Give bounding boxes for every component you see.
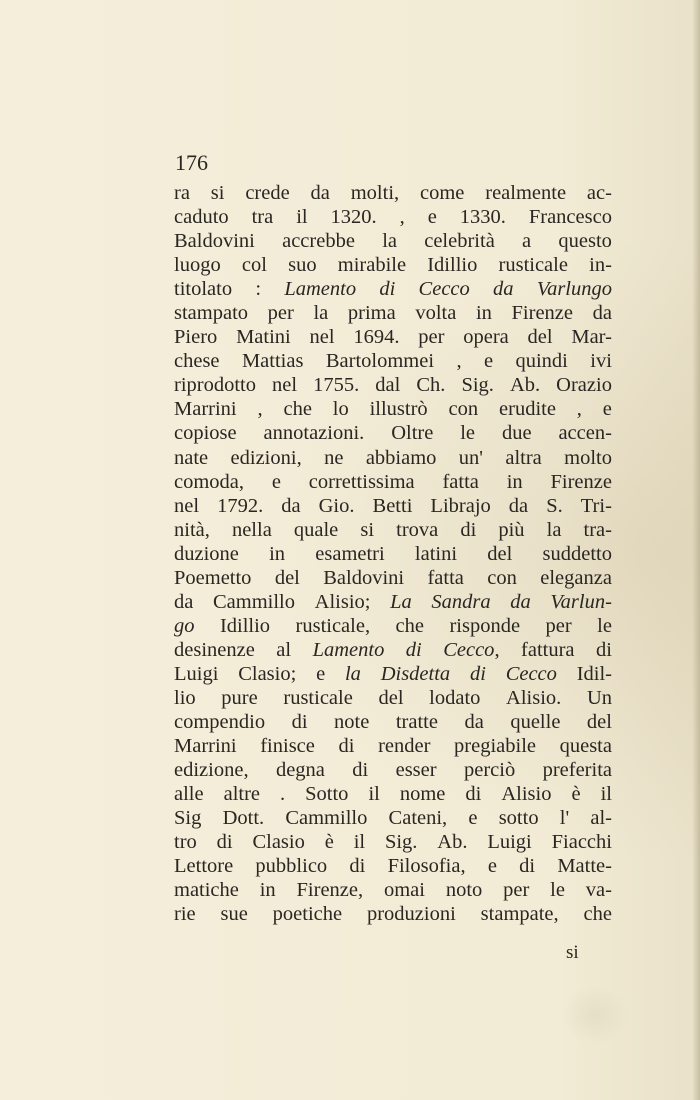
word: di <box>216 831 233 854</box>
word: altre <box>223 783 261 806</box>
word: sue <box>220 903 248 926</box>
word: per <box>503 879 530 902</box>
word: Librajo <box>430 494 491 517</box>
word: da <box>310 182 330 204</box>
word: Ab. <box>509 374 541 397</box>
word: fattura <box>521 638 575 661</box>
word: è <box>324 831 334 854</box>
word: in <box>259 879 276 902</box>
catchword: si <box>566 942 579 963</box>
word: come <box>420 182 465 204</box>
word: edizioni, <box>230 446 302 469</box>
word: e <box>316 662 326 685</box>
word: Cecco <box>418 278 470 301</box>
word: Cecco <box>505 662 557 685</box>
word: stampato <box>174 302 249 325</box>
word: due <box>501 422 532 445</box>
text-line <box>174 181 612 205</box>
word: Francesco <box>528 206 612 229</box>
word: degna <box>275 759 325 782</box>
word: Marrini <box>174 398 237 421</box>
word: erudite <box>499 398 556 421</box>
word: Orazio <box>556 374 612 397</box>
word: note <box>334 711 370 734</box>
word: ne <box>324 446 344 469</box>
word: nità, <box>174 518 210 541</box>
word: La <box>390 590 412 613</box>
word: l' <box>559 807 570 830</box>
word: Marrini <box>174 735 237 758</box>
word: suddetto <box>542 542 612 565</box>
text-line <box>174 277 612 301</box>
text-line <box>174 253 612 277</box>
word: fatta <box>442 470 479 493</box>
word: Sotto <box>305 783 349 806</box>
word: volta <box>415 302 457 325</box>
text-line <box>174 373 612 397</box>
word: per <box>545 614 572 637</box>
word: trova <box>396 518 439 541</box>
word: 1792. <box>217 494 264 517</box>
word: Fiacchi <box>551 831 612 854</box>
word: Ch. <box>416 374 446 397</box>
word: nel <box>272 374 298 397</box>
word: 1320. <box>330 206 377 229</box>
word: questa <box>559 735 612 758</box>
word: Clasio <box>252 831 305 854</box>
word: Cecco, <box>443 638 500 661</box>
word: quelle <box>510 711 561 734</box>
text-line <box>174 614 612 638</box>
word: Mattias <box>241 350 304 373</box>
text-line <box>174 782 612 806</box>
word: Luigi <box>174 662 219 685</box>
word: si <box>360 518 375 541</box>
word: S. <box>546 494 563 517</box>
word: Firenze <box>550 470 612 493</box>
word: Luigi <box>487 831 532 854</box>
word: di <box>469 662 486 685</box>
word: Cateni, <box>388 807 448 830</box>
word: nel <box>174 494 200 517</box>
word: di <box>379 278 396 301</box>
text-line <box>174 854 612 878</box>
word: tra- <box>583 518 612 541</box>
word: Dott. <box>222 807 265 830</box>
word: Matini <box>236 326 291 349</box>
word: al <box>276 638 292 661</box>
word: e <box>427 206 437 229</box>
word: Alisio; <box>314 590 371 613</box>
word: in- <box>589 254 612 277</box>
word: , <box>399 206 405 229</box>
word: da <box>508 494 529 517</box>
word: suo <box>288 254 317 277</box>
word: per <box>418 326 445 349</box>
word: lio <box>174 686 196 709</box>
word: del <box>378 686 404 709</box>
word: con <box>448 398 479 421</box>
word: Varlun- <box>550 590 612 613</box>
word: di <box>596 638 612 661</box>
word: celebrità <box>424 230 495 253</box>
text-line <box>174 662 612 686</box>
word: le <box>550 879 565 902</box>
word: del <box>274 566 300 589</box>
word: chese <box>174 350 220 373</box>
word: Varlungo <box>536 278 612 301</box>
page-number: 176 <box>175 150 208 175</box>
word: pubblico <box>255 855 328 878</box>
word: tro <box>174 831 197 854</box>
word: che <box>583 903 612 926</box>
word: ivi <box>590 350 612 373</box>
word: illustrò <box>369 398 428 421</box>
word: perciò <box>463 759 516 782</box>
word: Firenze <box>511 302 574 325</box>
word: duzione <box>174 542 239 565</box>
word: Baldovini <box>323 566 405 589</box>
word: e <box>602 398 612 421</box>
text-line <box>174 638 612 662</box>
word: di <box>349 855 366 878</box>
word: e <box>468 807 478 830</box>
word: da <box>510 590 531 613</box>
word: Firenze, <box>296 879 364 902</box>
word: sotto <box>498 807 539 830</box>
word: più <box>498 518 525 541</box>
word: questo <box>558 230 612 253</box>
word: luogo <box>174 254 221 277</box>
word: al- <box>590 807 612 830</box>
word: 1694. <box>353 326 400 349</box>
word: prima <box>347 302 396 325</box>
text-line <box>174 902 612 926</box>
word: il <box>368 783 380 806</box>
word: Idil- <box>576 662 612 685</box>
text-line <box>174 878 612 902</box>
word: da <box>281 494 301 517</box>
word: poetiche <box>272 903 343 926</box>
word: per <box>267 302 294 325</box>
word: realmente <box>485 182 567 204</box>
word: opera <box>463 326 509 349</box>
word: del <box>487 542 513 565</box>
word: esametri <box>315 542 385 565</box>
word: molto <box>564 446 612 469</box>
word: va- <box>585 879 612 902</box>
word: che <box>283 398 312 421</box>
word: mirabile <box>337 254 407 277</box>
word: Disdetta <box>380 662 451 685</box>
word: annotazioni. <box>263 422 365 445</box>
text-line <box>174 397 612 421</box>
word: titolato <box>174 278 233 301</box>
word: da <box>464 711 484 734</box>
text-line <box>174 229 612 253</box>
word: Betti <box>372 494 413 517</box>
word: Baldovini <box>174 230 255 253</box>
word: Sandra <box>431 590 491 613</box>
word: a <box>522 230 532 253</box>
text-line <box>174 566 612 590</box>
word: Cammillo <box>213 590 295 613</box>
word: la <box>344 662 361 685</box>
word: risponde <box>449 614 521 637</box>
text-line <box>174 518 612 542</box>
word: nella <box>231 518 272 541</box>
word: Clasio; <box>238 662 297 685</box>
word: Alisio <box>501 783 552 806</box>
word: alle <box>174 783 204 806</box>
word: esser <box>395 759 437 782</box>
word: accrebbe <box>282 230 355 253</box>
word: render <box>378 735 431 758</box>
word: un' <box>458 446 483 469</box>
word: correttissima <box>308 470 415 493</box>
word: di <box>519 855 536 878</box>
text-line <box>174 734 612 758</box>
word: rusticale, <box>295 614 371 637</box>
word: produzioni <box>366 903 456 926</box>
text-line <box>174 806 612 830</box>
word: il <box>600 783 612 806</box>
word: del <box>527 326 553 349</box>
word: fatta <box>427 566 464 589</box>
word: pregiabile <box>454 735 536 758</box>
word: Idillio <box>427 254 478 277</box>
text-line <box>174 830 612 854</box>
word: tratte <box>395 711 438 734</box>
word: si <box>210 182 225 204</box>
word: da <box>174 590 194 613</box>
word: di <box>465 783 482 806</box>
word: . <box>280 783 286 806</box>
word: preferita <box>542 759 612 782</box>
word: è <box>571 783 581 806</box>
word: finisce <box>260 735 315 758</box>
text-line <box>174 325 612 349</box>
word: molti, <box>350 182 400 204</box>
word: di <box>338 735 355 758</box>
word: nel <box>309 326 335 349</box>
word: altra <box>505 446 542 469</box>
word: compendio <box>174 711 266 734</box>
word: e <box>483 350 494 373</box>
word: Oltre <box>391 422 434 445</box>
word: ra <box>174 182 190 204</box>
word: e <box>271 470 281 493</box>
word: lo <box>332 398 349 421</box>
text-line <box>174 590 612 614</box>
word: : <box>255 278 262 301</box>
word: le <box>460 422 476 445</box>
word: rie <box>174 903 196 926</box>
word: Gio. <box>318 494 355 517</box>
word: Poemetto <box>174 566 252 589</box>
paper-stain <box>560 985 630 1045</box>
word: la <box>546 518 562 541</box>
word: il <box>353 831 366 854</box>
word: Ab. <box>437 831 468 854</box>
word: la <box>382 230 397 253</box>
word: e <box>487 855 497 878</box>
word: nome <box>399 783 446 806</box>
word: la <box>313 302 329 325</box>
word: Matte- <box>557 855 612 878</box>
word: noto <box>445 879 483 902</box>
word: da <box>592 302 612 325</box>
word: che <box>395 614 424 637</box>
word: con <box>487 566 517 589</box>
word: 1755. <box>313 374 360 397</box>
word: latini <box>414 542 458 565</box>
word: in <box>269 542 286 565</box>
word: Filosofia, <box>387 855 466 878</box>
text-line <box>174 421 612 445</box>
text-line <box>174 710 612 734</box>
word: col <box>241 254 267 277</box>
word: Idillio <box>219 614 271 637</box>
word: di <box>405 638 422 661</box>
word: comoda, <box>174 470 245 493</box>
word: desinenze <box>174 638 255 661</box>
word: go <box>174 614 195 637</box>
text-line <box>174 494 612 518</box>
word: pure <box>221 686 258 709</box>
word: eleganza <box>540 566 612 589</box>
word: Lettore <box>174 855 234 878</box>
word: abbiamo <box>365 446 437 469</box>
text-line <box>174 542 612 566</box>
word: di <box>352 759 369 782</box>
word: , <box>257 398 263 421</box>
word: Mar- <box>571 326 612 349</box>
page-edge-shadow <box>692 0 700 1100</box>
word: copiose <box>174 422 237 445</box>
word: Piero <box>174 326 218 349</box>
word: Lamento <box>312 638 385 661</box>
word: in <box>475 302 492 325</box>
word: crede <box>245 182 290 204</box>
word: in <box>506 470 523 493</box>
word: rusticale <box>498 254 568 277</box>
word: riprodotto <box>174 374 256 397</box>
word: edizione, <box>174 759 249 782</box>
word: Sig. <box>384 831 418 854</box>
word: stampate, <box>480 903 559 926</box>
word: di <box>460 518 477 541</box>
word: Bartolommei <box>325 350 435 373</box>
text-line <box>174 686 612 710</box>
text-line <box>174 205 612 229</box>
word: Tri- <box>580 494 612 517</box>
word: Alisio. <box>506 686 562 709</box>
word: , <box>456 350 462 373</box>
word: omai <box>383 879 425 902</box>
word: le <box>597 614 612 637</box>
word: lodato <box>429 686 481 709</box>
word: il <box>296 206 308 229</box>
word: caduto <box>174 206 229 229</box>
text-line <box>174 301 612 325</box>
text-line <box>174 758 612 782</box>
word: di <box>291 711 308 734</box>
word: 1330. <box>459 206 506 229</box>
text-line <box>174 446 612 470</box>
word: Cammillo <box>285 807 368 830</box>
word: matiche <box>174 879 239 902</box>
word: dal <box>375 374 401 397</box>
word: da <box>493 278 514 301</box>
text-line <box>174 470 612 494</box>
text-line <box>174 349 612 373</box>
word: nate <box>174 446 209 469</box>
word: Sig. <box>461 374 494 397</box>
word: quindi <box>515 350 568 373</box>
word: Sig <box>174 807 202 830</box>
word: Un <box>586 686 612 709</box>
word: rusticale <box>283 686 353 709</box>
word: accen- <box>558 422 612 445</box>
word: Lamento <box>284 278 357 301</box>
word: , <box>576 398 582 421</box>
word: ac- <box>586 182 612 204</box>
body-text <box>174 181 612 926</box>
word: tra <box>251 206 274 229</box>
word: del <box>586 711 612 734</box>
word: quale <box>293 518 339 541</box>
